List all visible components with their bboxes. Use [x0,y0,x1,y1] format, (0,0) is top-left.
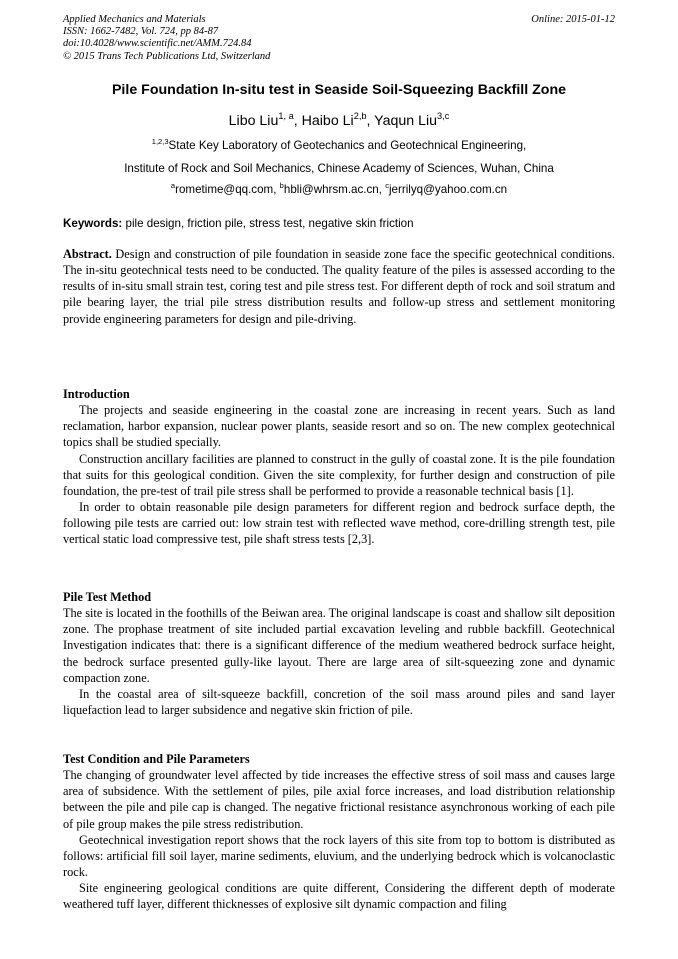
paragraph: Construction ancillary facilities are planned to construct in the gully of coastal zone. It is the pile foundation that suits for this geological condition. Given the site complexity, for further design and construction of pile foundation, the pre-test of trail pile stress shall be performed to provide a reasonable technical basis [1]. [63,451,615,498]
issn-line: ISSN: 1662-7482, Vol. 724, pp 84-87 [63,26,219,38]
author-sup: 1, a [278,111,294,121]
author-name: Libo Liu [228,113,279,129]
paragraph: In order to obtain reasonable pile design parameters for different region and bedrock surface depth, the following pile tests are carried out: low strain test with reflected wave method, core-drilling strength test, pile vertical static load compressive test, pile shaft stress tests [2,3]. [63,500,615,547]
author-name: Yaqun Liu [374,113,438,129]
abstract-text: Design and construction of pile foundation in seaside zone face the specific geotechnical conditions. The in-situ geotechnical tests need to be conducted. The quality feature of the piles is assessed according to the results of in-situ small strain test, coring test and pile stress test. For different depth of rock and soil stratum and pile bearing layer, the trial pile stress distribution results and follow-up stress and settlement monitoring provide engineering parameters for design and pile-driving. [63,247,615,326]
paper-title: Pile Foundation In-situ test in Seaside Soil-Squeezing Backfill Zone [111,82,567,98]
abstract [63,246,615,327]
journal-name: Applied Mechanics and Materials [63,14,206,25]
section-heading: Test Condition and Pile Parameters [63,752,250,766]
affiliation-line-1: $^{1,2,3}$State Key Laboratory of Geotechanics and Geotechnical Engineering, [151,137,527,152]
email-line: $^a$rometime@qq.com, $^b$hbli@whrsm.ac.cn, $^c$jerrilyq@yahoo.com.cn [170,181,508,196]
keywords-label: Keywords: [63,217,123,230]
paragraph: The site is located in the foothills of the Beiwan area. The original landscape is coast and shallow silt deposition zone. The prophase treatment of site included partial excavation leveling and rubble backfill. Geotechnical Investigation indicates that: there is a significant difference of the medium weathered bedrock surface height, the bedrock surface presented gully-like layout. There are large area of silt-squeezing zone and dynamic compaction zone. [63,606,615,685]
section-test-condition [63,751,615,913]
copyright-line: © 2015 Trans Tech Publications Ltd, Switzerland [63,50,271,62]
author-name: Haibo Li [301,113,354,129]
section-introduction [63,386,615,548]
keywords-text: pile design, friction pile, stress test, negative skin friction [125,217,414,230]
paragraph: Site engineering geological conditions are quite different, Considering the different depth of moderate weathered tuff layer, different thicknesses of explosive silt dynamic compaction and filing [63,881,615,912]
section-pile-test-method [63,589,615,718]
section-heading: Pile Test Method [63,590,152,604]
email-address[interactable]: jerrilyq@yahoo.com.cn [388,183,508,196]
affiliation-line-2: Institute of Rock and Soil Mechanics, Chinese Academy of Sciences, Wuhan, China [124,162,554,175]
paragraph: In the coastal area of silt-squeeze backfill, concretion of the soil mass around piles and sand layer liquefaction lead to larger subsidence and negative skin friction of pile. [63,686,615,718]
online-date: Online: 2015-01-12 [531,14,615,25]
author-list: Libo Liu$^{1, a}$, Haibo Li$^{2,b}$, Yaqun Liu$^{3,c}$ [228,111,450,129]
email-address[interactable]: hbli@whrsm.ac.cn [283,183,379,196]
paragraph: Geotechnical investigation report shows that the rock layers of this site from top to bottom is distributed as follows: artificial fill soil layer, marine sediments, eluvium, and the underlying bedrock which is volcanoclastic rock. [63,832,615,880]
journal-header [63,14,615,63]
email-address[interactable]: rometime@qq.com [175,183,274,196]
paragraph: The changing of groundwater level affected by tide increases the effective stress of soil mass and causes large area of subsidence. With the settlement of piles, pile axial force increases, and load distribution relationship between the pile and pile cap is changed. The negative frictional resistance asynchronous working of each pile of pile group makes the pile stress redistribution. [63,768,615,831]
author-sup: 2,b [353,111,367,121]
keywords [63,217,414,230]
paragraph: The projects and seaside engineering in the coastal zone are increasing in recent years. Such as land reclamation, harbor expansion, nuclear power plants, seaside resort and so on. The new complex geotechnical topics shall be studied specially. [63,403,615,450]
abstract-label: Abstract. [63,247,112,261]
affiliation-sup: 1,2,3 [151,137,169,146]
author-sup: 3,c [437,111,450,121]
section-heading: Introduction [63,387,130,401]
doi-line: doi:10.4028/www.scientific.net/AMM.724.84 [63,38,252,50]
